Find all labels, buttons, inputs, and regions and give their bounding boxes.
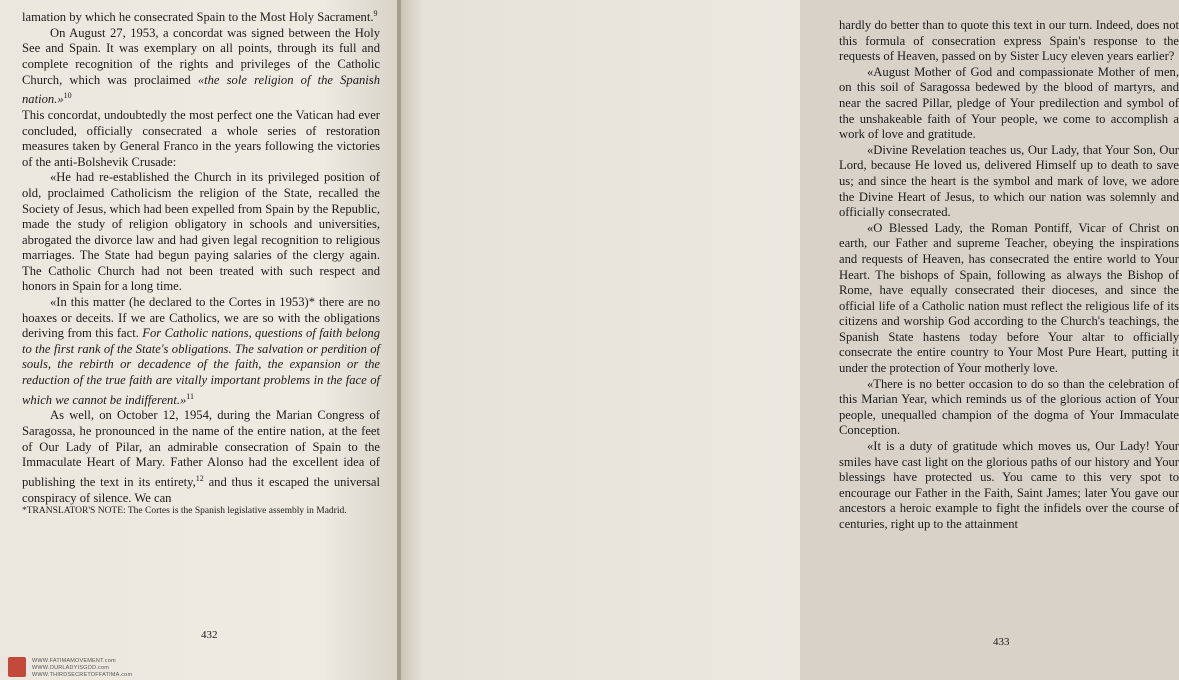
left-page-number: 432 <box>201 629 218 641</box>
paragraph <box>839 221 1179 377</box>
footnote-marker: 12 <box>195 473 204 483</box>
left-page-text <box>22 6 380 518</box>
text-run: and thus it escaped the universal conspiracy of silence. We can <box>22 474 380 505</box>
paragraph <box>22 170 380 295</box>
paragraph <box>22 295 380 408</box>
text-run: «O Blessed Lady, the Roman Pontiff, Vicar of Christ on earth, our Father and supreme Teacher, obeying the inspirations and requests of Heaven, has consecrated the entire world to Your Heart. The bishops of Spain, following as always the Bishop of Rome, have equally consecrated their dioceses, and since the official life of a Catholic nation must reflect the religious life of its citizens and worship God according to the Church's teachings, the Spanish State hastens today before Your altar to officially consecrate the entire country to Your Most Pure Heart, putting it under the protection of Your motherly love. <box>839 220 1179 376</box>
paragraph <box>839 439 1179 533</box>
paragraph <box>839 143 1179 221</box>
footnote-marker: 9 <box>373 9 378 18</box>
text-run: This concordat, undoubtedly the most perfect one the Vatican had ever concluded, officially consecrated a whole series of restoration measures taken by General Franco in the years following the victories of the anti-Bolshevik Crusade: <box>22 107 380 169</box>
paragraph <box>22 26 380 108</box>
text-run: lamation by which he consecrated Spain to the Most Holy Sacrament. <box>22 10 374 25</box>
book-spine <box>397 0 401 680</box>
text-run: On August 27, 1953, a concordat was signed between the Holy See and Spain. It was exemplary on all points, through its full and complete recognition of the rights and privileges of the Catholic Church, which was proclaimed <box>22 25 380 87</box>
text-run: «In this matter (he declared to the Cortes in 1953)* there are no hoaxes or deceits. If we are Catholics, we are so with the obligations deriving from this fact. <box>22 295 380 341</box>
paragraph <box>22 108 380 170</box>
translator-footnote: *TRANSLATOR'S NOTE: The Cortes is the Spanish legislative assembly in Madrid. <box>22 506 347 517</box>
footnote-marker: 11 <box>186 391 194 401</box>
left-page <box>0 0 399 680</box>
paragraph <box>22 6 380 26</box>
site-watermark <box>6 655 216 679</box>
right-page <box>399 0 1179 680</box>
paragraph <box>839 65 1179 143</box>
watermark-line-2: WWW.OURLADYISGOD.com <box>32 665 110 671</box>
text-run: «August Mother of God and compassionate Mother of men, on this soil of Saragossa bedewed by the blood of martyrs, and near the sacred Pillar, pledge of Your predilection and symbol of the unshakeable faith of Your people, we come to accomplish a work of love and gratitude. <box>839 64 1179 142</box>
paragraph <box>22 408 380 506</box>
text-run: «Divine Revelation teaches us, Our Lady, that Your Son, Our Lord, because He loved us, delivered Himself up to death to save us; and since the heart is the symbol and mark of love, we adore the Divine Heart of Jesus, to which our nation was solemnly and officially consecrated. <box>839 142 1179 220</box>
text-run: As well, on October 12, 1954, during the Marian Congress of Saragossa, he pronounced in the name of the entire nation, at the feet of Our Lady of Pilar, an admirable consecration of Spain to the Immaculate Heart of Mary. Father Alonso had the excellent idea of publishing the text in its entirety, <box>22 408 380 489</box>
heart-logo-icon <box>8 657 26 677</box>
right-page-number: 433 <box>993 636 1010 648</box>
paragraph <box>839 377 1179 439</box>
watermark-line-1: WWW.FATIMAMOVEMENT.com <box>32 658 116 664</box>
paragraph <box>839 18 1179 65</box>
watermark-line-3: WWW.THIRDSECRETOFFATIMA.com <box>32 672 133 678</box>
italic-text: For Catholic nations, questions of faith belong to the first rank of the State's obligations. The salvation or perdition of souls, the rebirth or decadence of the faith, the expansion or the reduction of the true faith are vitally important problems in the face of which we cannot be indifferent.» <box>22 326 380 407</box>
footnote-marker: 10 <box>63 91 72 101</box>
text-run: hardly do better than to quote this text in our turn. Indeed, does not this formula of consecration express Spain's response to the requests of Heaven, passed on by Sister Lucy eleven years earlier? <box>839 18 1179 64</box>
italic-text: «the sole religion of the Spanish nation.» <box>22 72 381 107</box>
text-run: «It is a duty of gratitude which moves us, Our Lady! Your smiles have cast light on the glorious paths of our history and Your blessings have protected us. You came to this very spot to encourage our Father in the Faith, Saint James; later You gave our ancestors a heroic example to fight the infidels over the course of centuries, right up to the attainment <box>839 439 1179 531</box>
text-run: «He had re-established the Church in its privileged position of old, proclaimed Catholicism the religion of the State, recalled the Society of Jesus, which had been expelled from Spain by the Republic, made the study of religion obligatory in schools and universities, abrogated the divorce law and had given legal recognition to religious marriages. The State had begun paying salaries of the clergy again. The Catholic Church had not been treated with such respect and honors in Spain for a long time. <box>22 170 380 294</box>
right-page-text <box>839 18 1179 533</box>
text-run: «There is no better occasion to do so than the celebration of this Marian Year, which reminds us of the glorious action of Your people, unequalled champion of the dogma of Your Immaculate Conception. <box>839 376 1179 438</box>
